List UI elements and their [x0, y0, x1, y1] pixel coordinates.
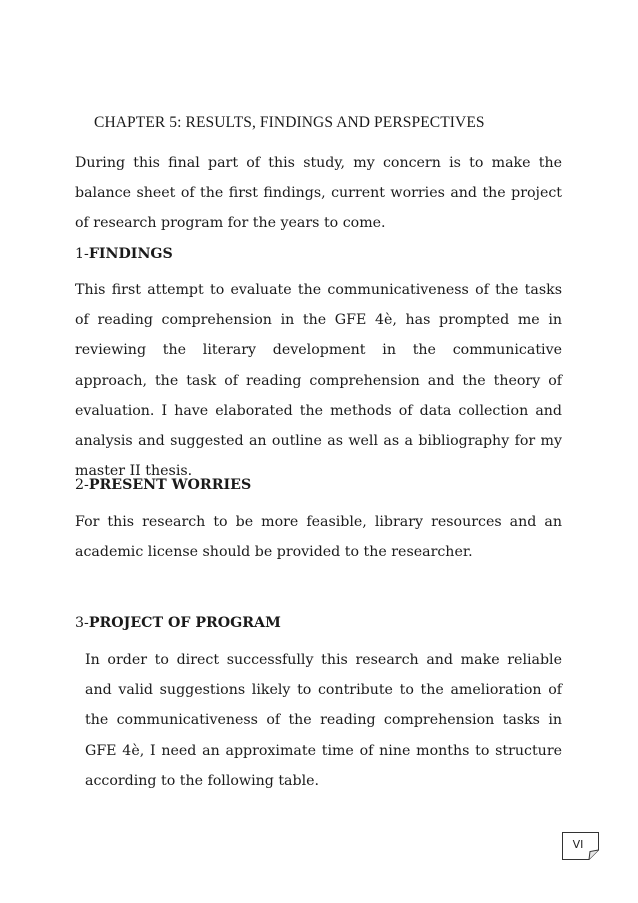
section-number: 1- [75, 246, 89, 262]
section-number: 3- [75, 615, 89, 631]
section-number: 2- [75, 477, 89, 493]
project-of-program-paragraph: In order to direct successfully this research and make reliable and valid suggestions likely to contribute to the amelioration of the communicativeness of the reading comprehension tasks in GFE 4è, I need an approximate time of nine months to structure according to the following table. [85, 652, 562, 789]
section-heading-present-worries [75, 475, 251, 495]
page-number-box [562, 832, 598, 860]
section-heading-findings [75, 244, 173, 264]
section-heading-project-of-program [75, 613, 281, 633]
page-number: VI [572, 838, 584, 851]
section-title: FINDINGS [88, 246, 173, 262]
section-title: PRESENT WORRIES [88, 477, 252, 493]
chapter-title: CHAPTER 5: RESULTS, FINDINGS AND PERSPECTIVES [94, 114, 485, 131]
section-title: PROJECT OF PROGRAM [88, 615, 281, 631]
present-worries-paragraph: For this research to be more feasible, library resources and an academic license should be provided to the researcher. [75, 514, 562, 561]
findings-paragraph: This first attempt to evaluate the communicativeness of the tasks of reading comprehension in the GFE 4è, has prompted me in reviewing the literary development in the communicative approach, the task of reading comprehension and the theory of evaluation. I have elaborated the methods of data collection and analysis and suggested an outline as well as a bibliography for my master II thesis. [75, 282, 562, 480]
intro-paragraph: During this final part of this study, my concern is to make the balance sheet of the first findings, current worries and the project of research program for the years to come. [75, 155, 562, 232]
